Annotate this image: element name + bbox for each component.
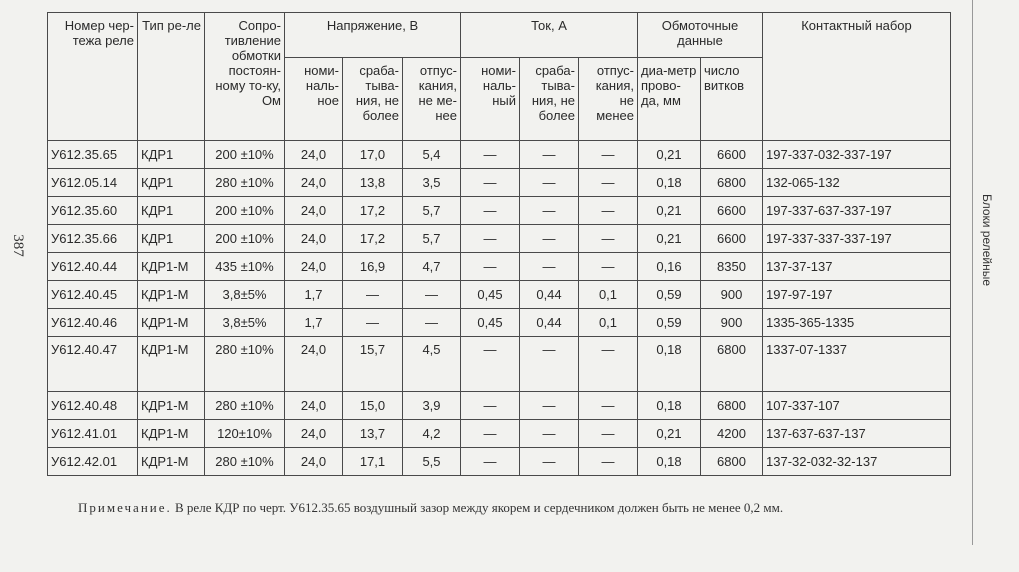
cell-contacts: 132-065-132 (763, 169, 951, 197)
cell-pickup-voltage: 13,8 (343, 169, 403, 197)
cell-type: КДР1 (138, 141, 205, 169)
cell-wire-diameter: 0,21 (638, 420, 701, 448)
cell-release-current: 0,1 (579, 281, 638, 309)
cell-nominal-voltage: 24,0 (285, 448, 343, 476)
cell-nominal-voltage: 24,0 (285, 225, 343, 253)
cell-drawing-no: У612.40.47 (48, 337, 138, 392)
cell-resistance: 280 ±10% (205, 448, 285, 476)
cell-pickup-current: — (520, 253, 579, 281)
cell-release-voltage: 3,5 (403, 169, 461, 197)
cell-nominal-current: — (461, 197, 520, 225)
table-row (48, 253, 951, 281)
cell-contacts: 1337-07-1337 (763, 337, 951, 392)
cell-drawing-no: У612.35.66 (48, 225, 138, 253)
table-row (48, 281, 951, 309)
header-release-current: отпус-кания, не менее (579, 58, 638, 141)
cell-nominal-voltage: 24,0 (285, 420, 343, 448)
cell-type: КДР1-М (138, 448, 205, 476)
cell-release-current: 0,1 (579, 309, 638, 337)
header-row-top (48, 13, 951, 58)
header-release-voltage: отпус-кания, не ме-нее (403, 58, 461, 141)
cell-wire-diameter: 0,18 (638, 169, 701, 197)
cell-nominal-current: 0,45 (461, 309, 520, 337)
cell-pickup-voltage: 15,0 (343, 392, 403, 420)
cell-release-current: — (579, 197, 638, 225)
cell-release-voltage: 5,7 (403, 197, 461, 225)
cell-drawing-no: У612.40.44 (48, 253, 138, 281)
cell-turns: 6600 (701, 197, 763, 225)
table-row (48, 448, 951, 476)
cell-contacts: 197-337-032-337-197 (763, 141, 951, 169)
cell-wire-diameter: 0,21 (638, 141, 701, 169)
table-row (48, 337, 951, 392)
table-row (48, 309, 951, 337)
cell-nominal-voltage: 24,0 (285, 392, 343, 420)
cell-release-current: — (579, 141, 638, 169)
cell-drawing-no: У612.35.60 (48, 197, 138, 225)
cell-release-current: — (579, 253, 638, 281)
table-row (48, 225, 951, 253)
cell-pickup-voltage: 17,2 (343, 197, 403, 225)
cell-release-current: — (579, 225, 638, 253)
cell-nominal-voltage: 24,0 (285, 197, 343, 225)
cell-resistance: 280 ±10% (205, 392, 285, 420)
cell-contacts: 137-37-137 (763, 253, 951, 281)
cell-pickup-current: 0,44 (520, 309, 579, 337)
cell-wire-diameter: 0,21 (638, 225, 701, 253)
cell-pickup-voltage: 17,2 (343, 225, 403, 253)
cell-contacts: 1335-365-1335 (763, 309, 951, 337)
cell-drawing-no: У612.05.14 (48, 169, 138, 197)
cell-drawing-no: У612.35.65 (48, 141, 138, 169)
page-divider (972, 0, 973, 545)
cell-contacts: 197-337-637-337-197 (763, 197, 951, 225)
cell-resistance: 435 ±10% (205, 253, 285, 281)
header-pickup-voltage: сраба-тыва-ния, не более (343, 58, 403, 141)
cell-nominal-current: — (461, 392, 520, 420)
cell-release-voltage: — (403, 281, 461, 309)
cell-resistance: 200 ±10% (205, 225, 285, 253)
cell-release-voltage: 5,5 (403, 448, 461, 476)
cell-nominal-current: — (461, 225, 520, 253)
cell-pickup-current: — (520, 448, 579, 476)
cell-nominal-voltage: 24,0 (285, 253, 343, 281)
cell-turns: 6600 (701, 225, 763, 253)
cell-resistance: 3,8±5% (205, 281, 285, 309)
cell-contacts: 197-97-197 (763, 281, 951, 309)
cell-nominal-current: — (461, 253, 520, 281)
cell-contacts: 197-337-337-337-197 (763, 225, 951, 253)
cell-contacts: 107-337-107 (763, 392, 951, 420)
cell-pickup-current: — (520, 392, 579, 420)
cell-drawing-no: У612.40.48 (48, 392, 138, 420)
header-turns: число витков (701, 58, 763, 141)
cell-type: КДР1-М (138, 253, 205, 281)
cell-release-voltage: 5,7 (403, 225, 461, 253)
cell-drawing-no: У612.41.01 (48, 420, 138, 448)
cell-wire-diameter: 0,18 (638, 392, 701, 420)
header-drawing-no: Номер чер-тежа реле (48, 13, 138, 141)
cell-nominal-current: — (461, 420, 520, 448)
cell-release-current: — (579, 392, 638, 420)
cell-turns: 6800 (701, 392, 763, 420)
header-current-group: Ток, А (461, 13, 638, 58)
page-number: 387 (9, 233, 26, 257)
cell-pickup-voltage: 15,7 (343, 337, 403, 392)
cell-turns: 6800 (701, 337, 763, 392)
cell-pickup-voltage: 16,9 (343, 253, 403, 281)
cell-nominal-current: — (461, 169, 520, 197)
cell-drawing-no: У612.40.45 (48, 281, 138, 309)
cell-turns: 6800 (701, 448, 763, 476)
cell-type: КДР1-М (138, 392, 205, 420)
cell-type: КДР1-М (138, 309, 205, 337)
cell-release-current: — (579, 337, 638, 392)
cell-resistance: 280 ±10% (205, 169, 285, 197)
table-row (48, 392, 951, 420)
footnote (78, 500, 958, 516)
cell-wire-diameter: 0,16 (638, 253, 701, 281)
cell-nominal-current: — (461, 337, 520, 392)
header-voltage-group: Напряжение, В (285, 13, 461, 58)
cell-wire-diameter: 0,18 (638, 337, 701, 392)
cell-turns: 900 (701, 309, 763, 337)
cell-release-voltage: 4,7 (403, 253, 461, 281)
cell-wire-diameter: 0,18 (638, 448, 701, 476)
cell-pickup-current: — (520, 420, 579, 448)
table-row (48, 420, 951, 448)
running-head: Блоки релейные (980, 193, 994, 287)
cell-nominal-voltage: 24,0 (285, 337, 343, 392)
cell-contacts: 137-32-032-32-137 (763, 448, 951, 476)
header-type: Тип ре-ле (138, 13, 205, 141)
cell-type: КДР1 (138, 169, 205, 197)
header-resistance: Сопро-тивление обмотки постоян-ному то-ку, Ом (205, 13, 285, 141)
cell-nominal-current: — (461, 141, 520, 169)
cell-pickup-voltage: 13,7 (343, 420, 403, 448)
cell-turns: 4200 (701, 420, 763, 448)
cell-pickup-voltage: — (343, 309, 403, 337)
cell-release-current: — (579, 420, 638, 448)
cell-nominal-voltage: 1,7 (285, 281, 343, 309)
header-winding-group: Обмоточные данные (638, 13, 763, 58)
header-wire-diameter: диа-метр прово-да, мм (638, 58, 701, 141)
cell-wire-diameter: 0,59 (638, 281, 701, 309)
cell-nominal-voltage: 24,0 (285, 169, 343, 197)
cell-resistance: 120±10% (205, 420, 285, 448)
cell-resistance: 280 ±10% (205, 337, 285, 392)
cell-turns: 900 (701, 281, 763, 309)
cell-pickup-voltage: — (343, 281, 403, 309)
cell-turns: 8350 (701, 253, 763, 281)
cell-pickup-current: 0,44 (520, 281, 579, 309)
header-nominal-current: номи-наль-ный (461, 58, 520, 141)
footnote-label: Примечание. (78, 500, 172, 515)
cell-pickup-current: — (520, 197, 579, 225)
cell-nominal-voltage: 24,0 (285, 141, 343, 169)
cell-wire-diameter: 0,59 (638, 309, 701, 337)
table-row (48, 197, 951, 225)
header-contacts: Контактный набор (763, 13, 951, 141)
cell-type: КДР1-М (138, 420, 205, 448)
cell-release-voltage: 4,2 (403, 420, 461, 448)
cell-resistance: 200 ±10% (205, 141, 285, 169)
header-nominal-voltage: номи-наль-ное (285, 58, 343, 141)
cell-pickup-voltage: 17,1 (343, 448, 403, 476)
cell-release-current: — (579, 169, 638, 197)
relay-table (47, 12, 951, 476)
cell-turns: 6800 (701, 169, 763, 197)
cell-pickup-current: — (520, 225, 579, 253)
footnote-text: В реле КДР по черт. У612.35.65 воздушный зазор между якорем и сердечником должен быть не менее 0,2 мм. (175, 500, 784, 515)
cell-resistance: 200 ±10% (205, 197, 285, 225)
cell-release-voltage: — (403, 309, 461, 337)
cell-pickup-current: — (520, 169, 579, 197)
cell-resistance: 3,8±5% (205, 309, 285, 337)
cell-type: КДР1-М (138, 337, 205, 392)
cell-turns: 6600 (701, 141, 763, 169)
cell-pickup-current: — (520, 337, 579, 392)
cell-nominal-voltage: 1,7 (285, 309, 343, 337)
cell-release-voltage: 3,9 (403, 392, 461, 420)
cell-nominal-current: 0,45 (461, 281, 520, 309)
cell-drawing-no: У612.42.01 (48, 448, 138, 476)
cell-release-current: — (579, 448, 638, 476)
cell-drawing-no: У612.40.46 (48, 309, 138, 337)
cell-type: КДР1 (138, 197, 205, 225)
cell-type: КДР1 (138, 225, 205, 253)
cell-contacts: 137-637-637-137 (763, 420, 951, 448)
cell-pickup-voltage: 17,0 (343, 141, 403, 169)
header-pickup-current: сраба-тыва-ния, не более (520, 58, 579, 141)
table-row (48, 169, 951, 197)
table-row (48, 141, 951, 169)
cell-release-voltage: 4,5 (403, 337, 461, 392)
cell-release-voltage: 5,4 (403, 141, 461, 169)
cell-nominal-current: — (461, 448, 520, 476)
cell-pickup-current: — (520, 141, 579, 169)
cell-type: КДР1-М (138, 281, 205, 309)
cell-wire-diameter: 0,21 (638, 197, 701, 225)
